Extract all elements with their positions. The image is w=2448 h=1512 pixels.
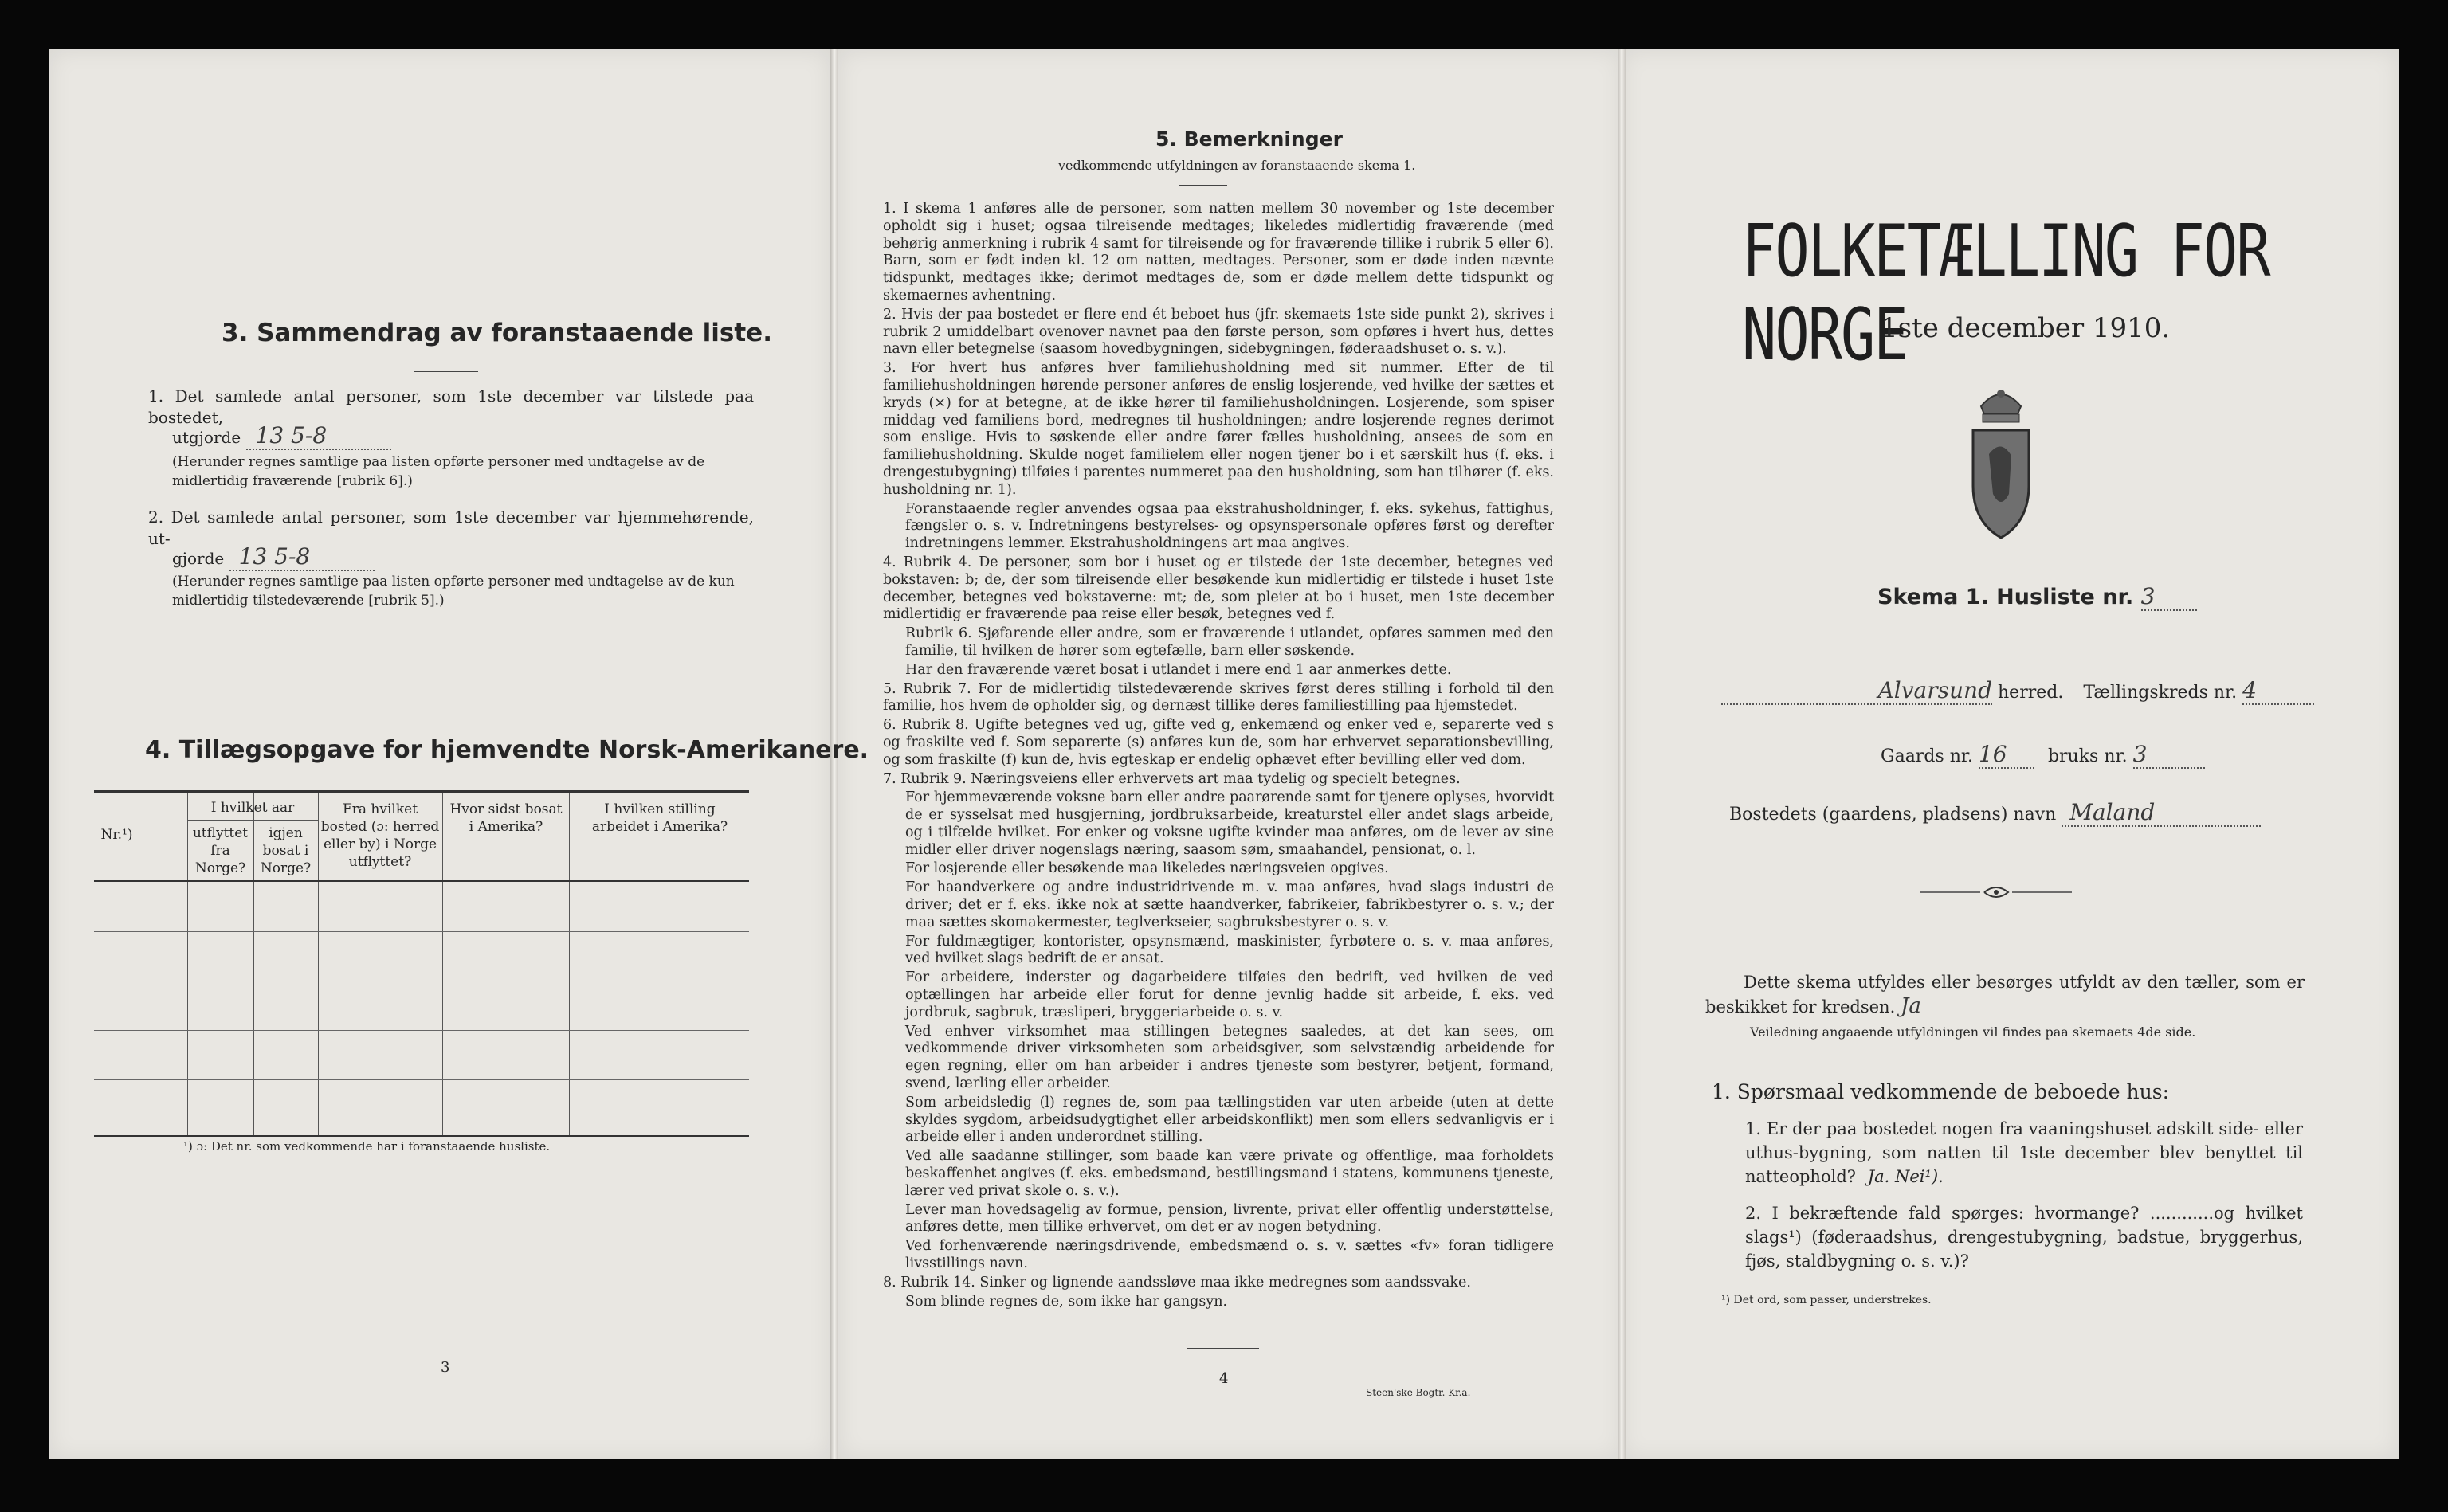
summary-item-2: 2. Det samlede antal personer, som 1ste december var hjemmehørende, ut-	[148, 507, 754, 548]
question-1-text: 1. Er der paa bostedet nogen fra vaaningshuset adskilt side- eller uthus-bygning, som natten til 1ste december blev benyttet til natteophold?	[1745, 1119, 2303, 1186]
summary-item-2-note: (Herunder regnes samtlige paa listen opførte personer med undtagelse av de kun midlertidig tilstedeværende [rubrik 5].)	[172, 574, 735, 609]
remark-paragraph: Rubrik 6. Sjøfarende eller andre, som er fraværende i utlandet, opføres sammen med den familie, til hvilken de hører som egtefælle, barn eller søskende.	[905, 625, 1554, 659]
remark-paragraph: 3. For hvert hus anføres hver familiehusholdning med sit nummer. Efter de til familiehusholdningen hørende personer anføres de enslig losjerende, ved hvilke der sættes et kryds (×) for at betegne, at de ikke hører til familiehusholdningen. Losjerende, som spiser middag ved familiens bord, medregnes til husholdningen; andre losjerende regnes derimot som enslige. Hvis to søskende eller andre fører fælles husholdning, ansees de som en familiehusholdning. Skulde noget familielem eller nogen tjener bo i et særskilt hus (f. eks. i drengestubygning) tilføies i parentes nummeret paa den husholdning, som han tilhører (f. eks. husholdning nr. 1).	[883, 360, 1554, 498]
herred-row	[1721, 677, 2314, 705]
section3-title: 3. Sammendrag av foranstaaende liste.	[222, 319, 772, 347]
schema-label: Skema 1. Husliste nr.	[1877, 585, 2134, 609]
instruction: Dette skema utfyldes eller besørges utfyldt av den tæller, som er beskikket for kredsen.	[1705, 973, 2305, 1016]
census-title: FOLKETÆLLING FOR NORGE	[1742, 209, 2270, 376]
table-column-divider	[569, 793, 570, 1135]
question-heading: 1. Spørsmaal vedkommende de beboede hus:	[1712, 1080, 2169, 1103]
remark-paragraph: Har den fraværende været bosat i utlandet i mere end 1 aar anmerkes dette.	[905, 661, 1452, 678]
summary-item-1-row	[172, 422, 391, 450]
summary-item-1: 1. Det samlede antal personer, som 1ste december var tilstede paa bostedet,	[148, 386, 754, 427]
page-fold	[1618, 49, 1626, 1459]
instruction-mark: Ja	[1900, 994, 1921, 1018]
question-1-answer[interactable]: Ja. Nei¹).	[1867, 1167, 1944, 1186]
remark-paragraph: Ved enhver virksomhet maa stillingen betegnes saaledes, at det kan sees, om vedkommende driver virksomheten som arbeidsgiver, som selvstændig arbeidende for egen regning, eller om han arbeider i andres tjeneste som bestyrer, betjent, formand, svend, lærling eller arbeider.	[905, 1023, 1554, 1092]
norwegian-coat-of-arms-icon	[1965, 382, 2037, 545]
remark-paragraph: 2. Hvis der paa bostedet er flere end ét beboet hus (jfr. skemaets 1ste side punkt 2), skrives i rubrik 2 umiddelbart ovenover navnet paa den første person, som opføres i hvert hus, dettes navn eller betegnelse (saasom hovedbygningen, sidebygningen, føderaadshuset o. s. v.).	[883, 306, 1554, 358]
question-1	[1745, 1117, 2303, 1189]
remark-paragraph: Som arbeidsledig (l) regnes de, som paa tællingstiden var uten arbeide (uten at dette skyldes sygdom, arbeidsudygtighet eller arbeidskonflikt) men som ellers sedvanligvis er i arbeide eller i anden underordnet stilling.	[905, 1094, 1554, 1146]
remark-paragraph: For hjemmeværende voksne barn eller andre paarørende samt for tjenere oplyses, hvorvidt de er sysselsat med husgjerning, jordbruksarbeide, kreaturstel eller andet slags arbeide, og i tilfælde hvilket. For enker og voksne ugifte kvinder maa anføres, om de lever av sine midler eller driver nogenslags næring, saasom søm, smaahandel, pensionat, o. l.	[905, 789, 1554, 858]
bosted-label: Bostedets (gaardens, pladsens) navn	[1729, 805, 2057, 825]
gaards-value[interactable]: 16	[1979, 741, 2034, 769]
remark-paragraph: 6. Rubrik 8. Ugifte betegnes ved ug, gifte ved g, enkemænd og enker ved e, separerte ved s og fraskilte ved f. Som separerte (s) anføres kun de, som har erhvervet separationsbevilling, og som fraskilte (f) kun de, hvis egteskap er endelig ophævet efter bevilling eller ved dom.	[883, 717, 1554, 768]
table-footnote: ¹) ɔ: Det nr. som vedkommende har i foranstaaende husliste.	[183, 1139, 551, 1154]
page-footnote: ¹) Det ord, som passer, understrekes.	[1721, 1294, 1932, 1306]
bruks-value[interactable]: 3	[2133, 741, 2205, 769]
remarks-list	[883, 201, 1554, 1312]
remark-paragraph: Foranstaaende regler anvendes ogsaa paa ekstrahusholdninger, f. eks. sykehus, fattighus, fængsler o. s. v. Indretningens bestyrelses- og opsynspersonale opføres først og derefter indretningens lemmer. Ekstrahusholdningens art maa angives.	[905, 500, 1554, 552]
table-header-position: I hvilken stilling arbeidet i Amerika?	[591, 801, 728, 835]
question-2: 2. I bekræftende fald spørges: hvormange? ............og hvilket slags¹) (føderaadshus, drengestubygning, badstue, bryggerhus, fjøs, staldbygning o. s. v.)?	[1745, 1204, 2303, 1271]
table-header-nr: Nr.¹)	[100, 827, 133, 843]
table-header-returned: igjen bosat i Norge?	[260, 825, 312, 876]
table-header-from: Fra hvilket bosted (ɔ: herred eller by) i Norge utflyttet?	[320, 801, 440, 870]
remark-paragraph: For losjerende eller besøkende maa likeledes næringsveien opgives.	[905, 860, 1389, 877]
divider	[1179, 185, 1227, 186]
summary-item-2-label: gjorde	[172, 549, 225, 568]
kreds-value[interactable]: 4	[2242, 677, 2314, 705]
census-date: 1ste december 1910.	[1881, 312, 2171, 344]
bosted-row	[1729, 799, 2261, 827]
remark-paragraph: For haandverkere og andre industridrivende m. v. maa anføres, hvad slags industri de driver; det er f. eks. ikke nok at sætte haandverker, fabrikeier, fabrikbestyrer o. s. v.; der maa sættes skomakermester, teglverkseier, sagbruksbestyrer o. s. v.	[905, 879, 1554, 930]
summary-item-1-note: (Herunder regnes samtlige paa listen opførte personer med undtagelse av de midlertidig fraværende [rubrik 6].)	[172, 454, 705, 489]
bruks-label: bruks nr.	[2047, 746, 2128, 766]
ornament-icon	[1920, 884, 2072, 907]
remarks-title: 5. Bemerkninger	[1155, 127, 1343, 151]
gaards-label: Gaards nr.	[1881, 746, 1973, 766]
table-header-emigrated: utflyttet fra Norge?	[192, 825, 249, 876]
remark-paragraph: Ved forhenværende næringsdrivende, embedsmænd o. s. v. sættes «fv» foran tidligere livsstillings navn.	[905, 1238, 1554, 1272]
table-header-year: I hvilket aar	[210, 800, 295, 816]
guidance-text: Veiledning angaaende utfyldningen vil findes paa skemaets 4de side.	[1750, 1024, 2196, 1040]
table-column-divider	[318, 793, 319, 1135]
printer-imprint: Steen'ske Bogtr. Kr.a.	[1366, 1385, 1470, 1398]
remarks-subtitle: vedkommende utfyldningen av foranstaaende skema 1.	[1058, 158, 1416, 173]
instruction-text	[1705, 970, 2305, 1019]
summary-item-2-row	[172, 543, 375, 571]
section4-title: 4. Tillægsopgave for hjemvendte Norsk-Amerikanere.	[145, 736, 869, 764]
table-header-where: Hvor sidst bosat i Amerika?	[449, 801, 563, 835]
table-column-divider	[442, 793, 443, 1135]
remark-paragraph: Ved alle saadanne stillinger, som baade kan være private og offentlige, maa forholdets beskaffenhet angives (f. eks. embedsmand, bestillingsmand i statens, kommunens tjeneste, lærer ved privat skole o. s. v.).	[905, 1148, 1554, 1199]
summary-item-1-label: utgjorde	[172, 428, 241, 447]
norsk-amerikanere-table	[94, 790, 749, 1137]
remark-paragraph: 5. Rubrik 7. For de midlertidig tilstedeværende skrives først deres stilling i forhold til den familie, hos hvem de opholder sig, og dernæst tillike deres familiestilling paa hjemstedet.	[883, 680, 1554, 715]
herred-label: herred.	[1998, 683, 2064, 703]
remark-paragraph: 1. I skema 1 anføres alle de personer, som natten mellem 30 november og 1ste december opholdt sig i huset; ogsaa tilreisende medtages; likeledes midlertidig fraværende (med behørig anmerkning i rubrik 4 samt for tilreisende og for fraværende tillike i rubrik 5 eller 6). Barn, som er født inden kl. 12 om natten, medtages. Personer, som er døde inden nævnte tidspunkt, medtages ikke; derimot medtages de, som er døde mellem dette tidspunkt og skemaernes avhentning.	[883, 201, 1554, 304]
summary-item-2-value[interactable]: 13 5-8	[230, 543, 375, 571]
remark-paragraph: For fuldmægtiger, kontorister, opsynsmænd, maskinister, fyrbøtere o. s. v. maa anføres, ved hvilket slags bedrift de er ansat.	[905, 933, 1554, 967]
remark-paragraph: 4. Rubrik 4. De personer, som bor i huset og er tilstede der 1ste december, betegnes ved bokstaven: b; de, der som tilreisende eller besøkende kun midlertidig er tilstede i huset 1ste december, betegnes ved bokstaverne: mt; de, som pleier at bo i huset, men 1ste december midlertidig er fraværende paa reise eller besøk, betegnes ved f.	[883, 554, 1554, 623]
summary-item-1-value[interactable]: 13 5-8	[246, 422, 391, 450]
remark-paragraph: 8. Rubrik 14. Sinker og lignende aandssløve maa ikke medregnes som aandssvake.	[883, 1274, 1471, 1291]
remark-paragraph: For arbeidere, inderster og dagarbeidere tilføies den bedrift, ved hvilken de ved optællingen har arbeide eller forut for denne jevnlig hadde sit arbeide, f. eks. ved jordbruk, sagbruk, træsliperi, bryggeriarbeide o. s. v.	[905, 969, 1554, 1020]
gaards-row	[1881, 741, 2205, 769]
schema-row	[1877, 583, 2197, 611]
herred-value[interactable]: Alvarsund	[1721, 677, 1992, 705]
remark-paragraph: Lever man hovedsagelig av formue, pension, livrente, privat eller offentlig understøttelse, anføres dette, men tillike erhvervet, om det er av nogen betydning.	[905, 1201, 1554, 1236]
remark-paragraph: Som blinde regnes de, som ikke har gangsyn.	[905, 1293, 1228, 1310]
remark-paragraph: 7. Rubrik 9. Næringsveiens eller erhvervets art maa tydelig og specielt betegnes.	[883, 770, 1461, 787]
husliste-number[interactable]: 3	[2141, 583, 2197, 611]
divider	[1187, 1348, 1259, 1349]
page-number: 4	[1219, 1370, 1229, 1387]
divider	[414, 371, 478, 372]
page-number: 3	[441, 1359, 450, 1376]
kreds-label: Tællingskreds nr.	[2083, 683, 2238, 703]
bosted-value[interactable]: Maland	[2062, 799, 2261, 827]
